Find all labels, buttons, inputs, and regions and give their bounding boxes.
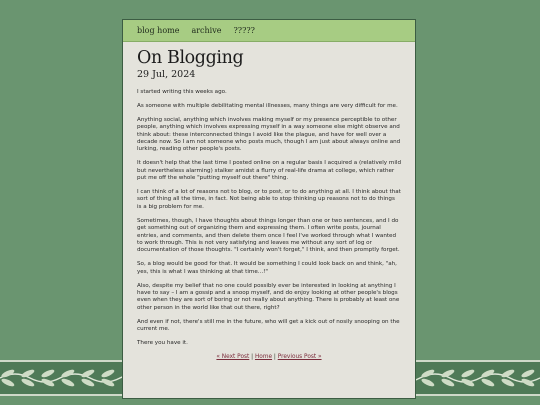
top-nav xyxy=(123,20,415,42)
pager-separator: | xyxy=(249,354,255,361)
nav-link-archive[interactable]: archive xyxy=(191,26,222,35)
post-paragraph: I can think of a lot of reasons not to blog, or to post, or to do anything at all. I think about that sort of thing all the time, in fact. Not being able to stop thinking up reasons not to do things is a big problem for me. xyxy=(137,189,401,210)
post-paragraph: There you have it. xyxy=(137,340,188,347)
post-paragraph: It doesn't help that the last time I posted online on a regular basis I acquired a (relatively mild but nevertheless alarming) stalker amidst a flurry of real-life drama at college, which rather put me off the whole "putting myself out there" thing. xyxy=(137,160,402,182)
nav-link-blog-home[interactable]: blog home xyxy=(137,26,180,35)
home-link[interactable]: Home xyxy=(254,354,273,361)
previous-post-link[interactable]: Previous Post » xyxy=(277,354,322,361)
blog-page xyxy=(122,19,416,399)
nav-link-mystery[interactable]: ????? xyxy=(233,26,255,35)
post-paragraph: As someone with multiple debilitating mental illnesses, many things are very difficult for me. xyxy=(137,102,398,109)
post-title: On Blogging xyxy=(137,48,244,68)
post-content xyxy=(123,42,415,360)
post-paragraph: Sometimes, though, I have thoughts about things longer than one or two sentences, and I do get something out of organizing them and expressing them. I often write posts, journal entries, and comments, and then delete them once I feel I've worked through what I wanted to work through. This is not very satisfying and leaves me without any sort of log or documentation of those thoughts. "I certainly won't forget," I think, and then promptly forget. xyxy=(137,217,400,254)
post-date: 29 Jul, 2024 xyxy=(137,69,196,80)
next-post-link[interactable]: « Next Post xyxy=(216,354,250,361)
post-paragraph: And even if not, there's still me in the future, who will get a kick out of nosily snooping on the current me. xyxy=(137,318,400,333)
post-paragraph: Also, despite my belief that no one could possibly ever be interested in looking at anything I have to say – I am a gossip and a snoop myself, and do enjoy looking at other people's blogs even when they are sort of boring or not really about anything. There is probably at least one other person in the world like that out there, right? xyxy=(137,282,400,311)
post-paragraph: So, a blog would be good for that. It would be something I could look back on and think, "ah, yes, this is what I was thinking at that time...!" xyxy=(137,261,397,275)
post-pagination xyxy=(137,354,401,360)
post-paragraph: Anything social, anything which involves making myself or my presence perceptible to other people, anything which involves expressing myself in a way someone else might observe and think about: these interconnected things I avoid like the plague, and have for well over a decade now. So I am not someone who posts much, though I am just about always online and lurking, reading other people's posts. xyxy=(137,116,401,153)
post-paragraph: I started writing this weeks ago. xyxy=(137,89,227,95)
pager-separator: | xyxy=(272,354,278,361)
